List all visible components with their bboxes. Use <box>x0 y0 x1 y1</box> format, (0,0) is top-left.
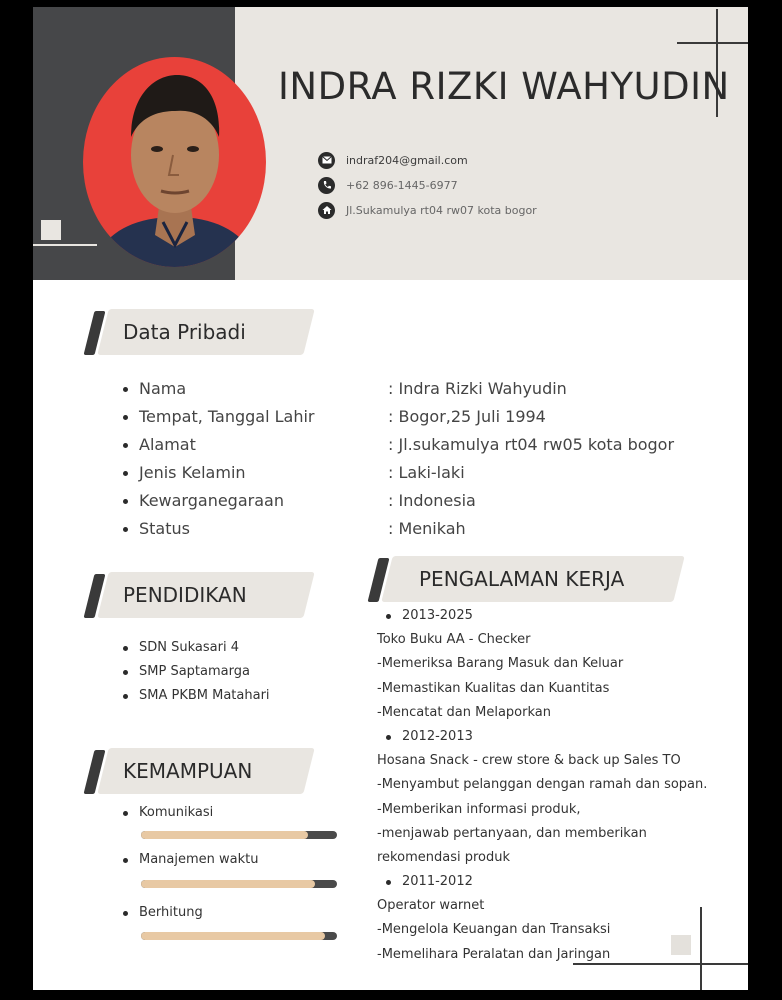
list-item: Nama <box>119 375 315 403</box>
email-icon <box>318 152 335 169</box>
skill-label: Berhitung <box>119 904 203 922</box>
experience-line: -Memeriksa Barang Masuk dan Keluar <box>377 656 624 672</box>
list-value: : Indra Rizki Wahyudin <box>388 379 567 398</box>
experience-line: -Menyambut pelanggan dengan ramah dan sopan. <box>377 777 708 793</box>
decorative-line <box>33 244 97 246</box>
list-item: SMA PKBM Matahari <box>119 684 270 708</box>
experience-line: Hosana Snack - crew store & back up Sales TO <box>377 753 681 769</box>
profile-photo <box>83 57 266 267</box>
experience-line: Toko Buku AA - Checker <box>377 632 531 648</box>
decorative-cross-line <box>700 907 702 990</box>
phone-text[interactable]: +62 896-1445-6977 <box>346 178 458 192</box>
experience-line: -Memberikan informasi produk, <box>377 801 581 817</box>
experience-list <box>377 604 737 967</box>
experience-period: 2011-2012 <box>377 870 737 894</box>
skill-item <box>119 851 259 869</box>
home-icon <box>318 202 335 219</box>
decorative-cross-line <box>573 963 748 965</box>
section-title: PENGALAMAN KERJA <box>419 567 625 591</box>
decorative-square <box>41 220 61 240</box>
skill-bar-fill <box>141 831 308 839</box>
list-value: : Indonesia <box>388 491 476 510</box>
education-list <box>119 636 270 708</box>
section-header-experience <box>373 556 683 602</box>
contact-phone <box>318 175 458 195</box>
section-title: PENDIDIKAN <box>123 583 247 607</box>
list-item: Kewarganegaraan <box>119 487 315 515</box>
experience-line: -Mencatat dan Melaporkan <box>377 704 551 720</box>
section-title: KEMAMPUAN <box>123 759 253 783</box>
resume-page <box>33 7 748 990</box>
list-value: : Laki-laki <box>388 463 465 482</box>
experience-line: -Mengelola Keuangan dan Transaksi <box>377 922 611 938</box>
list-item: SDN Sukasari 4 <box>119 636 270 660</box>
skill-bar <box>141 831 337 839</box>
experience-line: -Memastikan Kualitas dan Kuantitas <box>377 680 610 696</box>
full-name: INDRA RIZKI WAHYUDIN <box>278 65 730 108</box>
list-item: Jenis Kelamin <box>119 459 315 487</box>
list-value: : Jl.sukamulya rt04 rw05 kota bogor <box>388 435 675 454</box>
list-item: Status <box>119 515 315 543</box>
experience-line: Operator warnet <box>377 898 485 914</box>
section-title: Data Pribadi <box>123 320 246 344</box>
list-item: Tempat, Tanggal Lahir <box>119 403 315 431</box>
skill-bar-fill <box>141 880 315 888</box>
personal-labels-list <box>119 375 315 543</box>
decorative-cross-line <box>677 42 748 44</box>
experience-line: -menjawab pertanyaan, dan memberikan <box>377 825 647 841</box>
skill-label: Komunikasi <box>119 804 213 822</box>
skill-bar <box>141 932 337 940</box>
skill-label: Manajemen waktu <box>119 851 259 869</box>
experience-line: rekomendasi produk <box>377 849 510 865</box>
section-header-skills <box>89 748 313 794</box>
personal-values-list <box>388 375 674 543</box>
email-text[interactable]: indraf204@gmail.com <box>346 153 468 167</box>
phone-icon <box>318 177 335 194</box>
skill-item <box>119 904 203 922</box>
experience-period: 2012-2013 <box>377 725 737 749</box>
skill-item <box>119 804 213 822</box>
skill-bar <box>141 880 337 888</box>
list-value: : Bogor,25 Juli 1994 <box>388 407 546 426</box>
list-item: SMP Saptamarga <box>119 660 270 684</box>
decorative-square <box>671 935 691 955</box>
section-header-personal <box>89 309 313 355</box>
list-value: : Menikah <box>388 519 466 538</box>
section-header-education <box>89 572 313 618</box>
experience-period: 2013-2025 <box>377 604 737 628</box>
contact-email <box>318 150 468 170</box>
experience-line: -Memelihara Peralatan dan Jaringan <box>377 946 611 962</box>
contact-address <box>318 200 537 220</box>
address-text: Jl.Sukamulya rt04 rw07 kota bogor <box>346 203 537 217</box>
list-item: Alamat <box>119 431 315 459</box>
skill-bar-fill <box>141 932 325 940</box>
